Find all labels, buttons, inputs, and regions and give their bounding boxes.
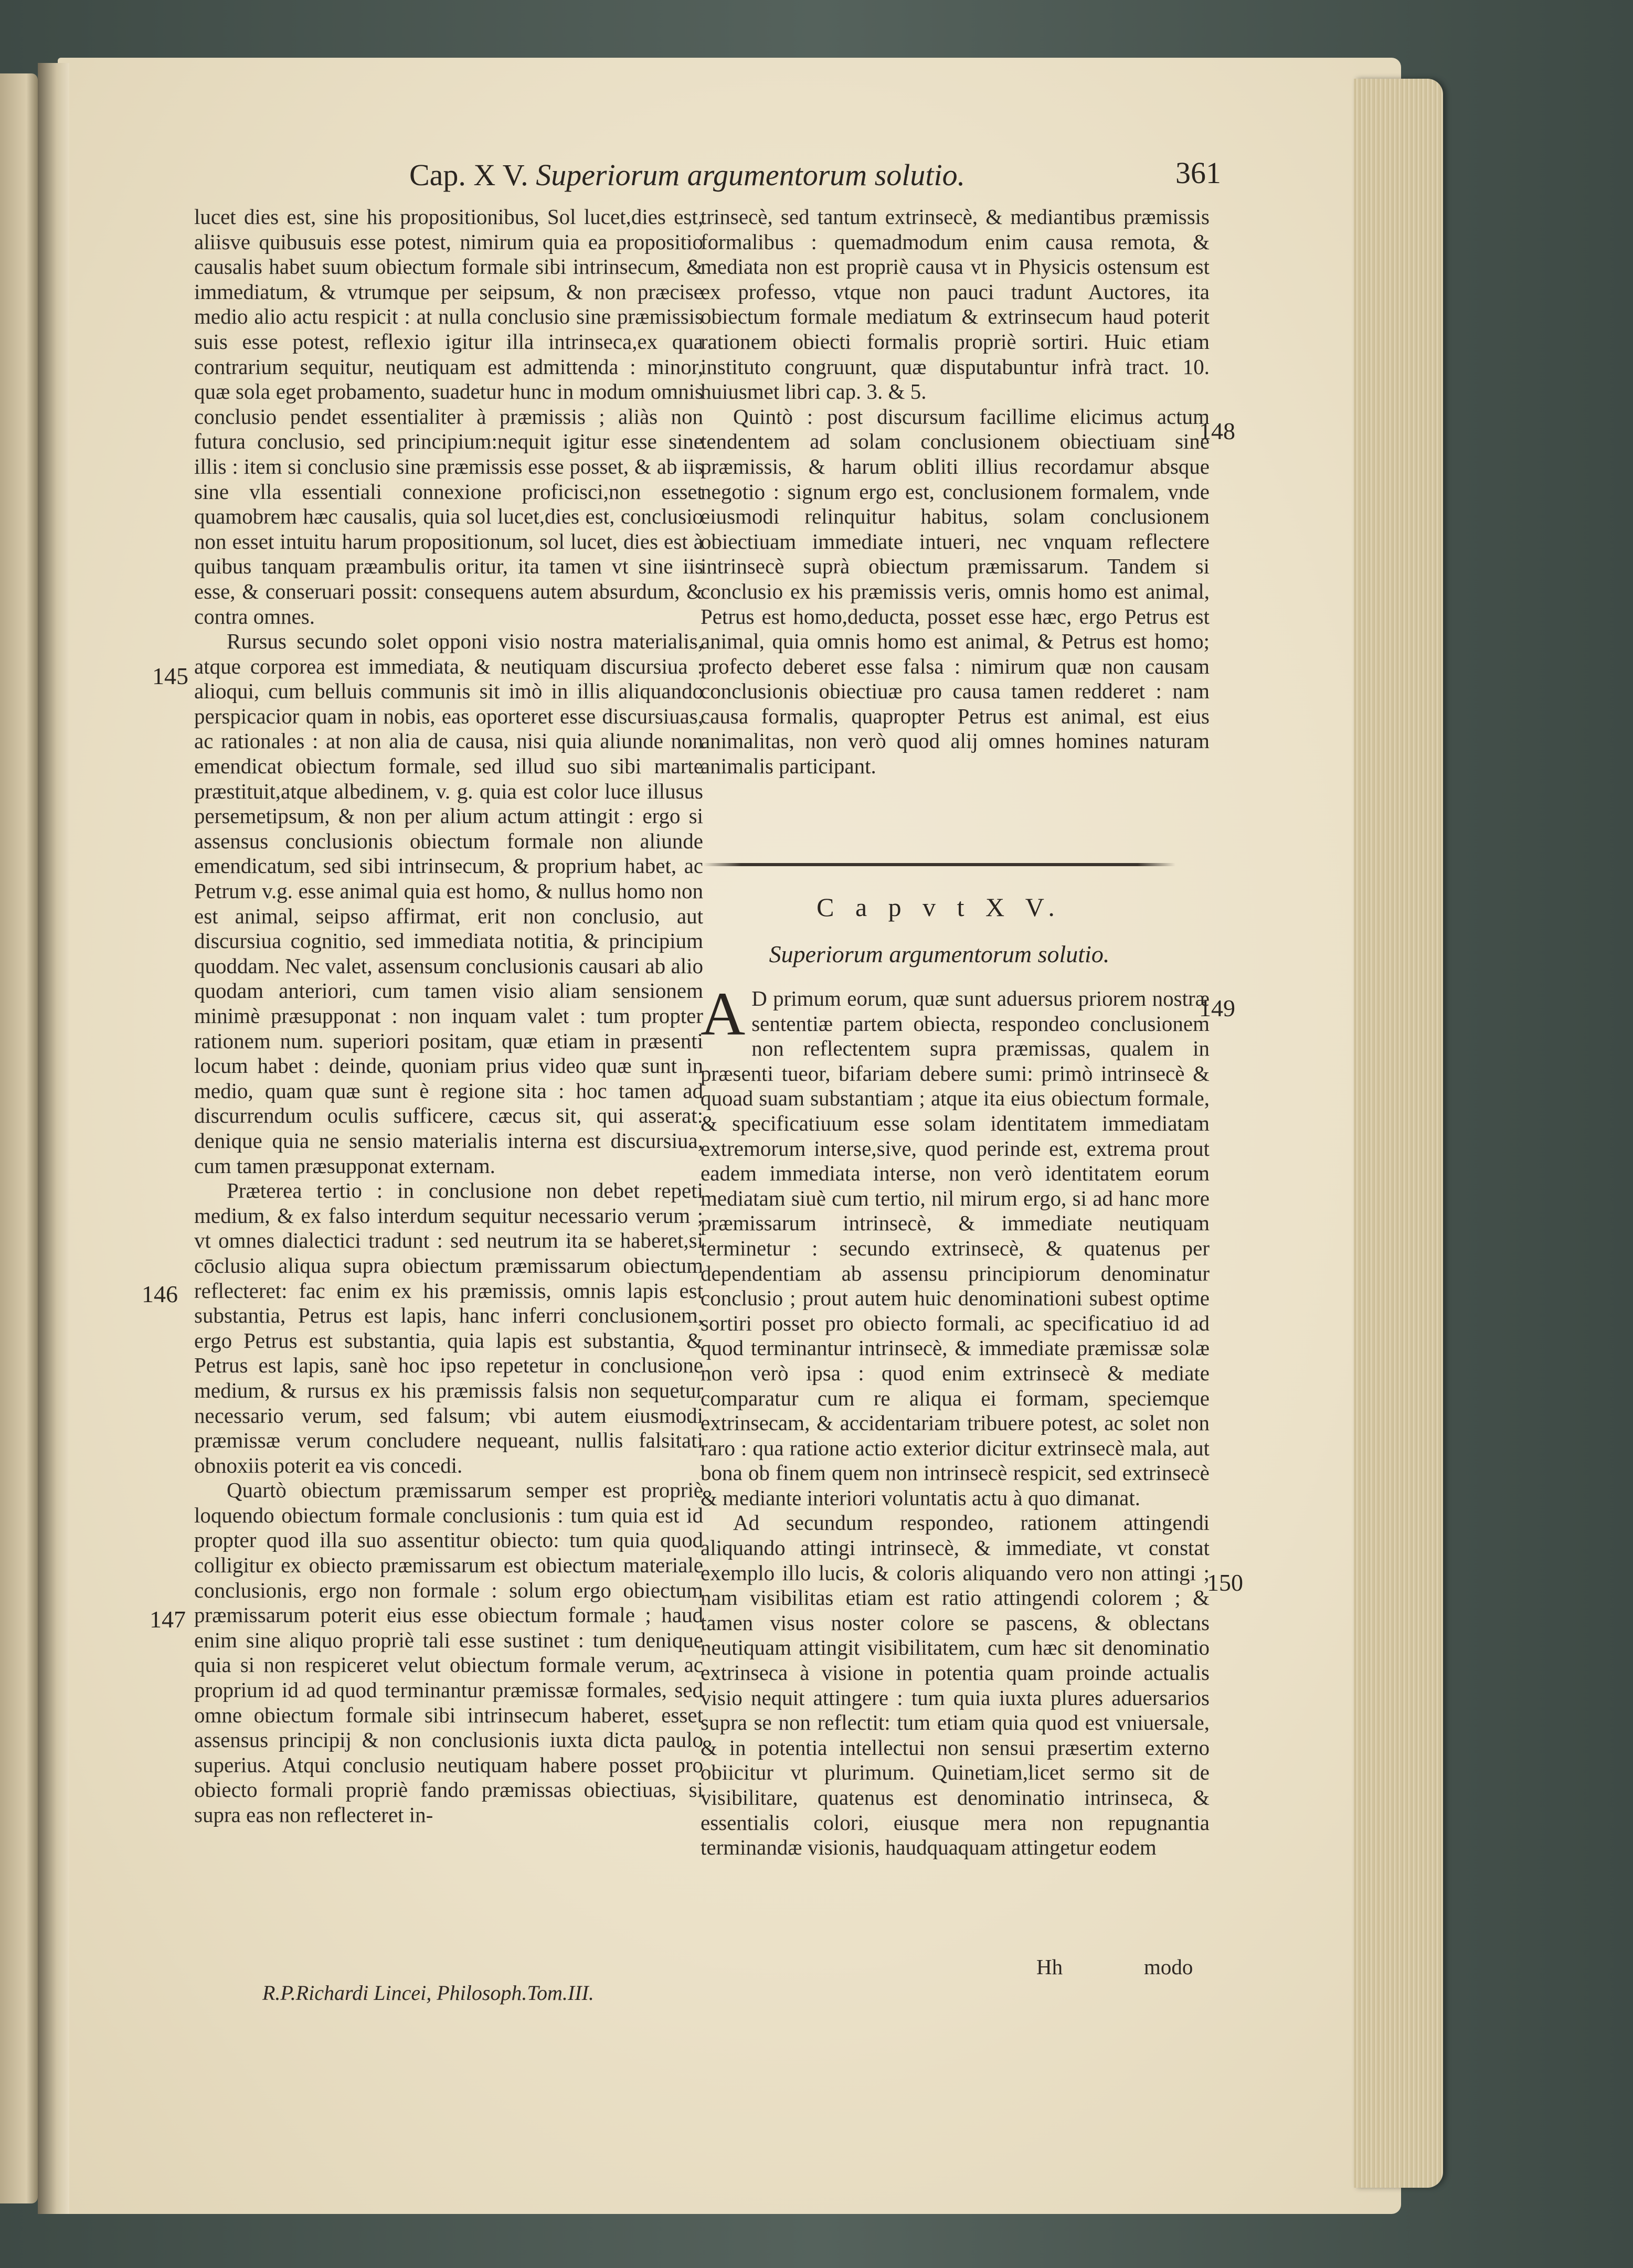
margin-number-146: 146 [142, 1281, 178, 1307]
page-fore-edge [1354, 79, 1443, 2188]
margin-number-147: 147 [150, 1606, 186, 1633]
right-paragraph-2: Quintò : post discursum facillime elicimus actum tendentem ad solam conclusionem obiectiuam sine præmissis, & harum obliti illius recordamur absque negotio : signum ergo est, conclusionem formalem, vnde eiusmodi relinquitur habitus, solam conclusionem obiectiuam immediate intueri, nec vnquam reflectere intrinsecè suprà obiectum præmissarum. Tandem si conclusio ex his præmissis veris, omnis homo est animal, Petrus est homo,deducta, posset esse hæc, ergo Petrus est animal, quia omnis homo est animal, & Petrus est homo; profecto deberet esse falsa : nimirum quæ non causam conclusionis obiectiuæ pro causa tamen redderet : nam causa formalis, quapropter Petrus est animal, est eius animalitas, non verò quod alij omnes homines naturam animalis participant. [701, 404, 1210, 779]
section-rule [703, 863, 1175, 866]
right-paragraph-1: trinsecè, sed tantum extrinsecè, & mediantibus præmissis formalibus : quemadmodum enim causa remota, & mediata non est propriè causa vt in Physicis ostensum est ex professo, vtque non pauci tradunt Auctores, ita obiectum formale mediatum & extrinsecum haud poterit rationem obiecti formalis propriè sortiri. Huic etiam instituto congruunt, quæ disputabuntur infrà tract. 10. huiusmet libri cap. 3. & 5. [701, 205, 1210, 404]
catchword: modo [1144, 1955, 1193, 1979]
margin-number-145: 145 [152, 663, 188, 689]
chapter-subtitle: Superiorum argumentorum solutio. [769, 941, 1110, 967]
signature-mark: Hh [1036, 1955, 1063, 1979]
chapter-title: C a p v t X V. [816, 892, 1062, 922]
left-paragraph-1: lucet dies est, sine his propositionibus, Sol lucet,dies est, aliisve quibusuis esse potest, nimirum quia ea propositio causalis habet suum obiectum formale sibi intrinsecum, & immediatum, & vtrumque per seipsum, & non præcise medio alio actu respicit : at nulla conclusio sine præmissis suis esse potest, reflexio igitur illa intrinseca,ex qua contrarium sequitur, neutiquam est admittenda : minor, quæ sola eget probamento, suadetur hunc in modum omnis conclusio pendet essentialiter à præmissis ; aliàs non futura conclusio, sed principium:nequit igitur esse sine illis : item si conclusio sine præmissis esse posset, & ab iis sine vlla essentiali connexione proficisci,non esset quamobrem hæc causalis, quia sol lucet,dies est, conclusio non esset intuitu harum propositionum, sol lucet, dies est à quibus tanquam præambulis oritur, ita tamen vt sine iis esse, & conseruari possit: consequens autem absurdum, & contra omnes. [194, 205, 703, 629]
right-column-top [701, 205, 1210, 850]
running-head [409, 157, 1170, 205]
binding-gutter [38, 63, 69, 2214]
reply-paragraph-2: Ad secundum respondeo, rationem attingendi aliquando attingi intrinsecè, & immediate, vt constat exemplo illo lucis, & coloris aliquando vero non attingi ; nam visibilitas etiam est ratio attingendi colorem ; & tamen visus noster colore se pascens, & oblectans neutiquam attingit visibilitatem, cum hæc sit denominatio extrinseca à visione in potentia quam proinde actualis visio nequit attingere : tum quia iuxta plures aduersarios supra se non reflectit: tum etiam quia quod est vniuersale, & in potentia intellectui non sensui præsertim externo obiicitur vt plurimum. Quinetiam,licet sermo sit de visibilitare, quatenus est denominatio intrinseca, & essentialis colori, eiusque mera non repugnantia terminandæ visionis, haudquaquam attingetur eodem [701, 1510, 1210, 1860]
left-paragraph-2: Rursus secundo solet opponi visio nostra materialis, atque corporea est immediata, & neutiquam discursiua : alioqui, cum belluis communis sit imò in illis aliquando perspicacior quam in nobis, eas oporteret esse discursiuas, ac rationales : at non alia de causa, nisi quia aliunde non emendicat obiectum formale, sed illud suo sibi marte præstituit,atque albedinem, v. g. quia est color luce illusus persemetipsum, & non per alium actum attingit : ergo si assensus conclusionis obiectum formale non aliunde emendicatum, sed sibi intrinsecum, & proprium habet, ac Petrum v.g. esse animal quia est homo, & nullus homo non est animal, seipso affirmat, erit non conclusio, aut discursiua cognitio, sed immediata notitia, & principium quoddam. Nec valet, assensum conclusionis causari ab alio quodam anteriori, cum tamen visio aliam sensionem minimè præsupponat : non inquam valet : tum propter rationem num. superiori positam, quæ etiam in præsenti locum habet : deinde, quoniam prius video quæ sunt in medio, quam quæ sunt è regione sita : hoc tamen ad discurrendum oculis sufficere, cæcus sit, qui asserat: denique quia ne sensio materialis interna est discursiua, cum tamen præsupponat externam. [194, 629, 703, 1178]
margin-number-149: 149 [1199, 995, 1235, 1021]
page-number: 361 [1175, 156, 1221, 190]
facing-page-edge [0, 73, 38, 2203]
drop-cap: A [701, 979, 746, 1048]
margin-number-150: 150 [1207, 1569, 1243, 1596]
running-title: Superiorum argumentorum solutio. [536, 158, 966, 192]
margin-number-148: 148 [1199, 418, 1235, 444]
chapter-label: Cap. X V. [409, 158, 528, 192]
author-footer-line: R.P.Richardi Lincei, Philosoph.Tom.III. [262, 1981, 594, 2005]
reply-paragraph-1: D primum eorum, quæ sunt aduersus priorem nostræ sententiæ partem obiecta, respondeo conclusionem non reflectentem supra præmissas, qualem in præsenti tueor, bifariam debere sumi: primò intrinsecè & quoad suam substantiam ; atque ita eius obiectum formale, & specificatiuum esse solam identitatem immediatam extremorum interse,sive, quod perinde est, extrema prout eadem immediata interse, non verò identitatem eorum mediatam siuè cum tertio, nil mirum ergo, si ad hanc more præmissarum intrinsecè, & immediate neutiquam terminetur : secundo extrinsecè, & quatenus per dependentiam ab assensu principiorum denominatur conclusio ; prout autem huic denominationi subest optime sortiri posset pro obiecto formali, ac specificatiuo id ad quod terminantur intrinsecè, & immediate præmissæ solæ non verò ipsa : quod enim extrinsecè & mediate comparatur cum re aliqua ei formam, speciemque extrinsecam, & accidentariam tribuere potest, ac solet non raro : qua ratione actio exterior dicitur extrinsecè mala, aut bona ob finem quem non intrinsecè respicit, sed extrinsecè & mediante interiori voluntatis actu à quo dimanat. [701, 986, 1210, 1510]
left-column [194, 205, 703, 2009]
right-column-bottom [701, 979, 1210, 1983]
left-paragraph-4: Quartò obiectum præmissarum semper est propriè loquendo obiectum formale conclusionis : tum quia est id propter quod illa suo assentitur obiecto: tum quia quod colligitur ex obiecto præmissarum est obiectum materiale conclusionis, ergo non formale : solum ergo obiectum præmissarum poterit eius esse obiectum formale ; haud enim sine aliquo propriè tali esse sustinet : tum denique quia si non respiceret velut obiectum formale verum, ac proprium id ad quod terminantur præmissæ formales, sed omne obiectum formale sibi intrinsecum haberet, esset assensus principij & non conclusionis iuxta dicta paulo superius. Atqui conclusio neutiquam habere posset pro obiecto formali propriè fando præmissas obiectiuas, si supra eas non reflecteret in- [194, 1478, 703, 1827]
left-paragraph-3: Præterea tertio : in conclusione non debet repeti medium, & ex falso interdum sequitur necessario verum ; vt omnes dialectici tradunt : sed neutrum ita se haberet,si cōclusio aliqua supra obiectum præmissarum obiectum reflecteret: fac enim ex his præmissis, omnis lapis est substantia, Petrus est lapis, hanc inferri conclusionem, ergo Petrus est substantia, quia lapis est substantia, & Petrus est lapis, sanè hoc ipso repetetur in conclusione medium, & rursus ex his præmissis falsis non sequetur necessario verum, sed falsum; vbi autem eiusmodi præmissæ verum concludere nequeant, nullis falsitati obnoxiis poterit ea vis concedi. [194, 1178, 703, 1477]
